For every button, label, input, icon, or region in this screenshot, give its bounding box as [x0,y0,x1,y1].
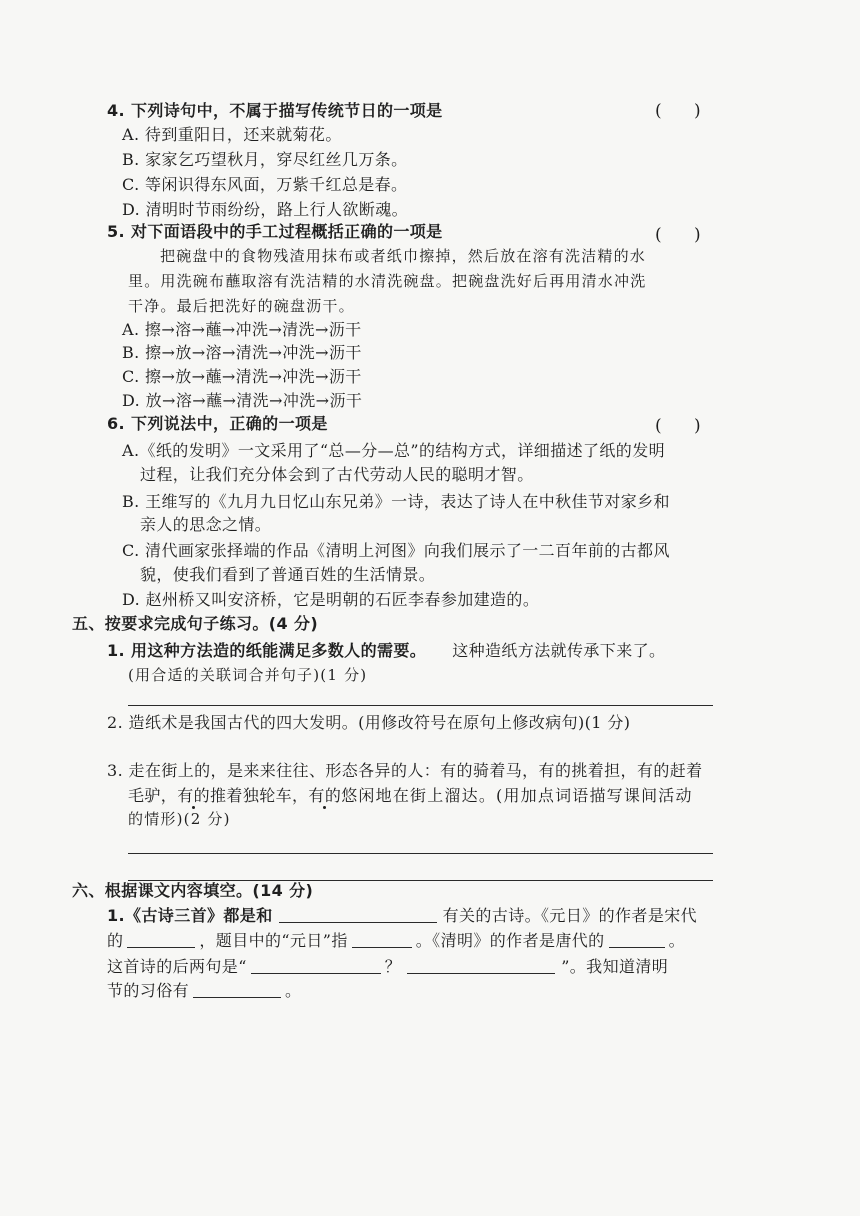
s6-q1-text-f: 。 [668,931,685,950]
s6-blank-poem-line-1[interactable] [251,957,381,974]
q6-answer-paren: ( ) [655,416,701,436]
q4-option-a: A. 待到重阳日，还来就菊花。 [122,125,342,144]
s5-q1-answer-line[interactable] [128,705,713,706]
s5-q3-dotted-word-1: 有的 [177,786,211,805]
q5-option-c: C. 擦→放→蘸→清洗→冲洗→沥干 [122,367,362,386]
q4-option-b: B. 家家乞巧望秋月，穿尽红丝几万条。 [122,150,408,169]
s6-q1-text-b: 有关的古诗。《元日》的作者是宋代 [442,906,698,925]
q5-answer-paren: ( ) [655,225,701,245]
s6-q1-text-k: 。 [285,981,302,1000]
s6-blank-customs[interactable] [193,981,281,998]
s5-q3-text-c: 悠闲地在街上溜达。(用加点词语描写课间活动 [341,786,693,805]
q5-passage-line-1: 把碗盘中的食物残渣用抹布或者纸巾擦掉，然后放在溶有洗洁精的水 [160,247,647,265]
q5-option-d: D. 放→溶→蘸→清洗→冲洗→沥干 [122,391,363,410]
q5-passage-line-3: 干净。最后把洗好的碗盘沥干。 [128,297,355,315]
q6-option-b-line-1: B. 王维写的《九月九日忆山东兄弟》一诗，表达了诗人在中秋佳节对家乡和 [122,492,670,511]
s6-q1-text-e: 。《清明》的作者是唐代的 [415,931,605,950]
s6-q1-text-j: 节的习俗有 [107,981,190,1000]
s5-q1-instruction: (用合适的关联词合并句子)(1 分) [128,666,368,684]
s5-q3-line-2 [128,785,693,807]
q5-option-a: A. 擦→溶→蘸→冲洗→清洗→沥干 [122,320,362,339]
s5-q2-text: 2. 造纸术是我国古代的四大发明。(用修改符号在原句上修改病句)(1 分) [107,713,631,732]
s5-q3-line-1: 3. 走在街上的，是来来往往、形态各异的人：有的骑着马，有的挑着担，有的赶着 [107,761,703,780]
q4-answer-paren: ( ) [655,101,701,121]
q4-option-c: C. 等闲识得东风面，万紫千红总是春。 [122,175,408,194]
s6-q1-line-2 [107,930,685,952]
section-5-heading: 五、按要求完成句子练习。(4 分) [72,614,319,633]
q4-option-d: D. 清明时节雨纷纷，路上行人欲断魂。 [122,200,409,219]
s6-q1-text-d: ，题目中的“元日”指 [199,931,348,950]
s6-q1-text-h: ？ [384,957,402,976]
s6-q1-line-3 [107,956,668,978]
s5-q1-line-1 [107,640,665,662]
q4-stem: 4. 下列诗句中，不属于描写传统节日的一项是 [107,101,443,120]
s5-q3-line-3: 的情形)(2 分) [128,810,231,828]
s5-q3-dotted-word-2: 有的 [308,786,342,805]
q5-passage-line-2: 里。用洗碗布蘸取溶有洗洁精的水清洗碗盘。把碗盘洗好后再用清水冲洗 [128,272,647,290]
s5-q1-sentence-2: 这种造纸方法就传承下来了。 [452,641,666,660]
s6-blank-yuanri-author[interactable] [127,931,195,948]
s5-q3-text-b: 推着独轮车， [210,786,309,805]
q5-option-b: B. 擦→放→溶→清洗→冲洗→沥干 [122,343,362,362]
q6-option-a-line-1: A.《纸的发明》一文采用了“总—分—总”的结构方式，详细描述了纸的发明 [122,441,666,460]
s6-blank-theme[interactable] [279,906,437,923]
q6-stem: 6. 下列说法中，正确的一项是 [107,414,328,433]
q6-option-d: D. 赵州桥又叫安济桥，它是明朝的石匠李春参加建造的。 [122,590,540,609]
q6-option-b-line-2: 亲人的思念之情。 [140,515,272,534]
s6-blank-qingming-author[interactable] [609,931,665,948]
s5-q3-text-a: 毛驴， [128,786,178,805]
s5-q3-answer-line-1[interactable] [128,853,713,854]
section-6-heading: 六、根据课文内容填空。(14 分) [72,881,314,900]
s6-q1-line-1 [107,905,697,927]
q5-stem: 5. 对下面语段中的手工过程概括正确的一项是 [107,222,443,241]
s6-q1-text-a: 1.《古诗三首》都是和 [107,906,273,925]
q6-option-a-line-2: 过程，让我们充分体会到了古代劳动人民的聪明才智。 [140,465,534,484]
q6-option-c-line-1: C. 清代画家张择端的作品《清明上河图》向我们展示了一二百年前的古都风 [122,541,670,560]
s5-q1-sentence-1: 1. 用这种方法造的纸能满足多数人的需要。 [107,641,427,660]
s6-q1-text-g: 这首诗的后两句是“ [107,957,247,976]
s6-q1-text-i: ”。我知道清明 [561,957,669,976]
s6-blank-yuanri-meaning[interactable] [352,931,412,948]
q6-option-c-line-2: 貌，使我们看到了普通百姓的生活情景。 [140,565,436,584]
s6-blank-poem-line-2[interactable] [407,957,555,974]
s6-q1-text-c: 的 [107,931,124,950]
s6-q1-line-4 [107,980,301,1002]
